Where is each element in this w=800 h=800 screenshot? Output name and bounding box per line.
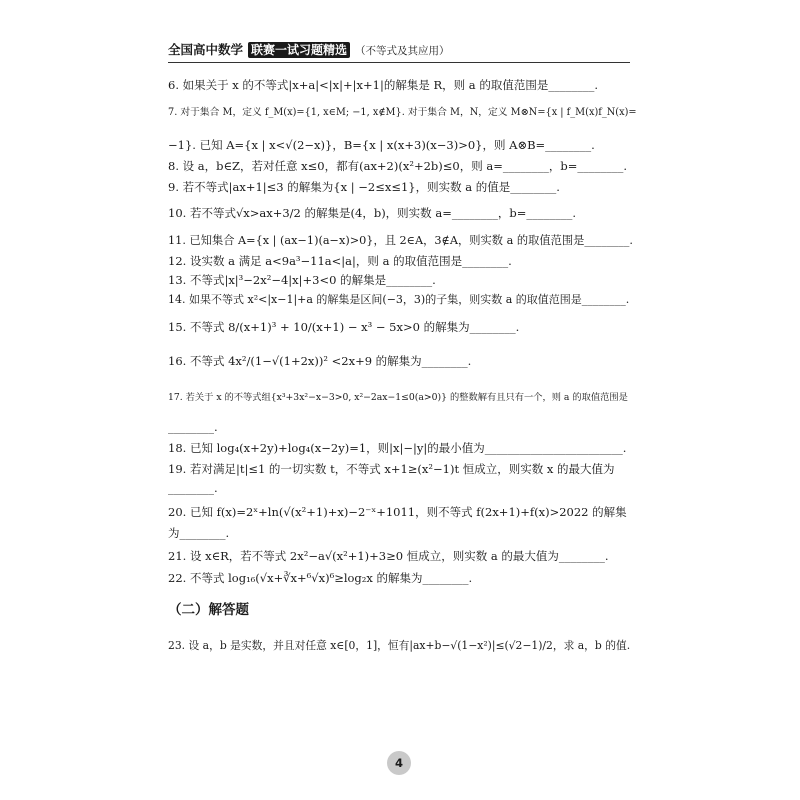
question-14: 14. 如果不等式 x²<|x−1|+a 的解集是区间(−3，3)的子集，则实数 a 的取值范围是________. [168,293,630,306]
question-16: 16. 不等式 4x²/(1−√(1+2x))² <2x+9 的解集为________. [168,354,472,368]
question-15: 15. 不等式 8/(x+1)³ + 10/(x+1) − x³ − 5x>0 的解集为________. [168,320,520,334]
question-12: 12. 设实数 a 满足 a<9a³−11a<|a|，则 a 的取值范围是________. [168,254,512,268]
page-number: 4 [387,751,411,775]
section-heading: （二）解答题 [168,602,249,618]
question-20-cont: 为________. [168,526,230,540]
chapter-subtitle: （不等式及其应用） [355,45,450,57]
question-21: 21. 设 x∈R，若不等式 2x²−a√(x²+1)+3≥0 恒成立，则实数 a 的最大值为________. [168,549,609,563]
question-13: 13. 不等式|x|³−2x²−4|x|+3<0 的解集是________. [168,273,436,287]
question-19-cont: ________. [168,481,218,495]
question-22: 22. 不等式 log₁₆(√x+∛x+⁶√x)⁶≥log₂x 的解集为________. [168,571,473,585]
book-title-badge: 联赛一试习题精选 [248,42,350,58]
question-17: 17. 若关于 x 的不等式组{x³+3x²−x−3>0, x²−2ax−1≤0(a>0)} 的整数解有且只有一个，则 a 的取值范围是 [168,392,628,403]
question-17-cont: ________. [168,420,218,434]
series-title: 全国高中数学 [168,42,244,57]
question-8: 8. 设 a，b∈Z，若对任意 x≤0，都有(ax+2)(x²+2b)≤0，则 a=________，b=________. [168,159,627,173]
question-20: 20. 已知 f(x)=2ˣ+ln(√(x²+1)+x)−2⁻ˣ+1011，则不等式 f(2x+1)+f(x)>2022 的解集 [168,505,627,519]
question-7: 7. 对于集合 M，定义 f_M(x)={1, x∈M; −1, x∉M}. 对于集合 M，N，定义 M⊗N={x | f_M(x)f_N(x)= [168,107,637,118]
question-6: 6. 如果关于 x 的不等式|x+a|<|x|+|x+1|的解集是 R，则 a 的取值范围是________. [168,78,598,92]
question-11: 11. 已知集合 A={x | (ax−1)(a−x)>0}，且 2∈A，3∉A，则实数 a 的取值范围是________. [168,234,633,247]
question-10: 10. 若不等式√x>ax+3/2 的解集是(4，b)，则实数 a=________，b=________. [168,206,576,220]
header-rule [168,62,630,63]
question-18: 18. 已知 log₄(x+2y)+log₄(x−2y)=1，则|x|−|y|的最小值为________________________. [168,441,627,455]
question-23: 23. 设 a，b 是实数，并且对任意 x∈[0，1]，恒有|ax+b−√(1−x²)|≤(√2−1)/2，求 a，b 的值. [168,639,631,652]
question-19: 19. 若对满足|t|≤1 的一切实数 t，不等式 x+1≥(x²−1)t 恒成立，则实数 x 的最大值为 [168,462,615,476]
question-9: 9. 若不等式|ax+1|≤3 的解集为{x | −2≤x≤1}，则实数 a 的值是________. [168,180,560,194]
running-header [168,40,768,60]
question-7-cont: −1}. 已知 A={x | x<√(2−x)}，B={x | x(x+3)(x−3)>0}，则 A⊗B=________. [168,138,595,152]
